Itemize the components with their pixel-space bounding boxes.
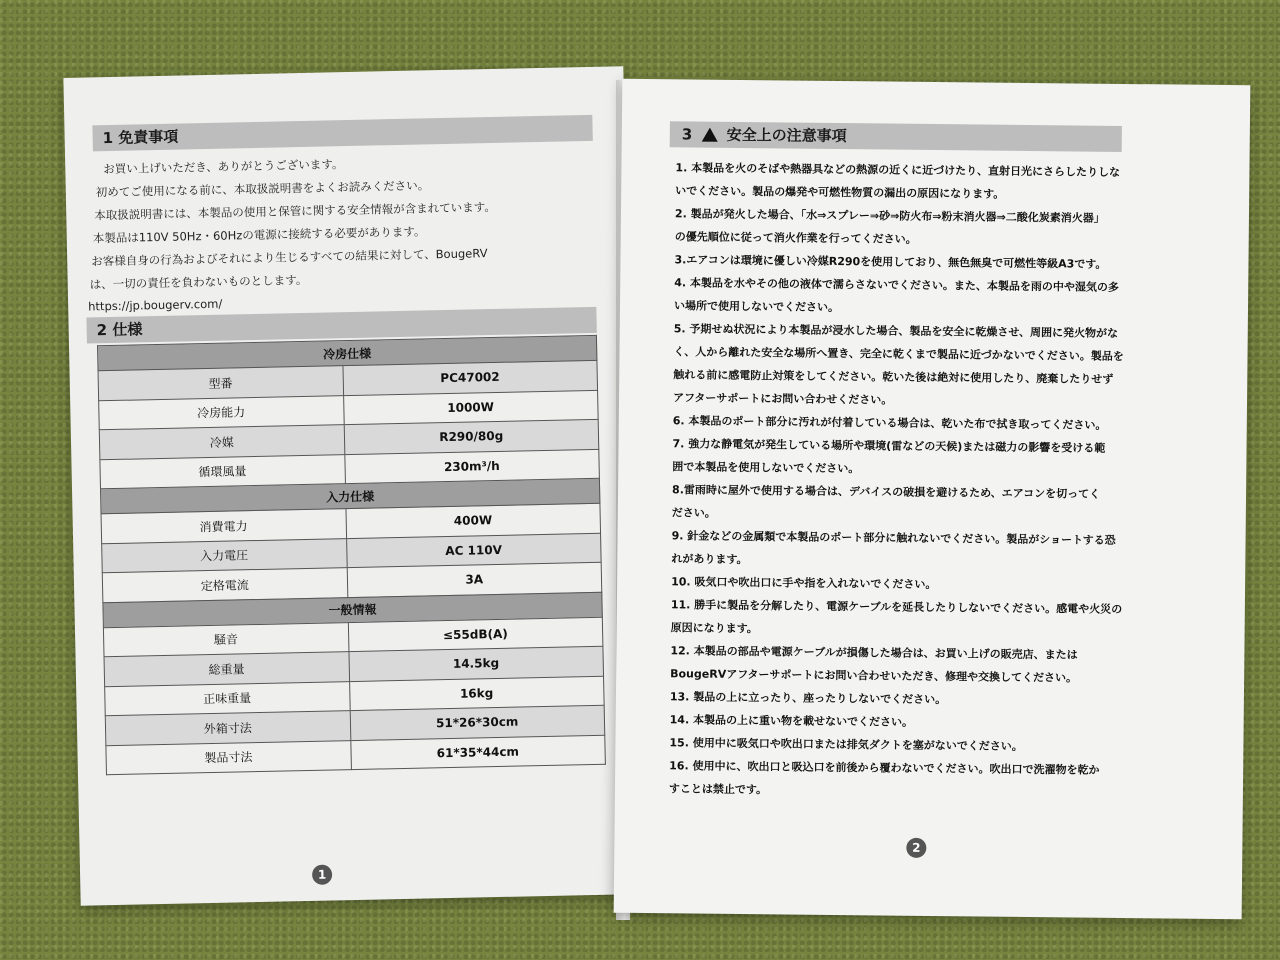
spec-value: ≤55dB(A) (348, 617, 603, 652)
spec-value: AC 110V (346, 533, 601, 568)
intro-line: 本取扱説明書には、本製品の使用と保管に関する安全情報が含まれています。 (94, 199, 496, 223)
intro-line: お買い上げいただき、ありがとうございます。 (103, 157, 344, 177)
safety-line: 14. 本製品の上に重い物を載せないでください。 (669, 713, 914, 729)
safety-line: BougeRVアフターサポートにお問い合わせいただき、修理や交換してください。 (670, 667, 1078, 685)
safety-line: 触れる前に感電防止対策をしてください。乾いた後は絶対に使用したり、廃棄したりせず (673, 368, 1114, 386)
general-info-header: 一般情報 (103, 592, 602, 627)
intro-line: 本製品は110V 50Hz・60Hzの電源に接続する必要があります。 (92, 224, 426, 246)
warning-icon (701, 128, 717, 142)
safety-line: 10. 吸気口や吹出口に手や指を入れないでください。 (671, 575, 937, 592)
spec-value: 61*35*44cm (350, 735, 605, 770)
safety-line: 7. 強力な静電気が発生している場所や環境(雷などの天候)または磁力の影響を受ける範 (672, 437, 1106, 455)
page-number-left: 1 (312, 865, 332, 885)
input-spec-header: 入力仕様 (101, 478, 600, 513)
spec-value: 14.5kg (348, 646, 603, 681)
safety-line: すことは禁止です。 (668, 782, 768, 797)
left-page (63, 66, 640, 906)
spec-label: 消費電力 (101, 509, 346, 544)
safety-line: 6. 本製品のポート部分に汚れが付着している場合は、乾いた布で拭き取ってください。 (672, 414, 1107, 432)
intro-line: は、一切の責任を負わないものとします。 (89, 272, 308, 292)
safety-line: 9. 針金などの金属類で本製品のポート部分に触れないでください。製品がショートする恐 (671, 529, 1116, 547)
safety-line: 8.雷雨時に屋外で使用する場合は、デバイスの破損を避けるため、エアコンを切ってく (672, 483, 1101, 501)
spec-label: 冷媒 (99, 425, 344, 460)
right-page (614, 79, 1251, 920)
spec-label: 型番 (98, 366, 343, 401)
safety-line: 12. 本製品の部品や電源ケーブルが損傷した場合は、お買い上げの販売店、または (670, 644, 1078, 662)
intro-line: お客様自身の行為およびそれにより生じるすべての結果に対して、BougeRV (91, 246, 488, 269)
safety-line: ださい。 (671, 506, 716, 520)
safety-line: 13. 製品の上に立ったり、座ったりしないでください。 (669, 690, 947, 707)
safety-line: 3.エアコンは環境に優しい冷媒R290を使用しており、無色無臭で可燃性等級A3です。 (674, 253, 1107, 271)
section-title-disclaimer: 1 免責事項 (92, 115, 592, 151)
safety-line: 4. 本製品を水やその他の液体で濡らさないでください。また、本製品を雨の中や湿気の多 (674, 276, 1119, 294)
safety-line: 16. 使用中に、吹出口と吸込口を前後から覆わないでください。吹出口で洗濯物を乾か (669, 759, 1100, 777)
spec-label: 外箱寸法 (105, 711, 350, 746)
safety-line: 2. 製品が発火した場合、「水⇒スプレー⇒砂⇒防火布⇒粉末消火器⇒二酸化炭素消火器」 (674, 207, 1105, 225)
section-title-text: 安全上の注意事項 (726, 125, 847, 146)
spec-label: 騒音 (103, 622, 348, 657)
cooling-spec-header: 冷房仕様 (98, 335, 597, 370)
safety-line: の優先順位に従って消火作業を行ってください。 (674, 230, 917, 246)
spec-value: 51*26*30cm (350, 705, 605, 740)
safety-line: 原因になります。 (670, 621, 758, 636)
safety-line: いでください。製品の爆発や可燃性物質の漏出の原因になります。 (675, 184, 1005, 201)
section-number: 3 (681, 125, 693, 144)
safety-line: 5. 予期せぬ状況により本製品が浸水した場合、製品を安全に乾燥させ、周囲に発火物がな (673, 322, 1119, 340)
spec-value: 3A (347, 562, 602, 597)
section-title-specs: 2 仕様 (86, 307, 596, 344)
safety-line: 11. 勝手に製品を分解したり、電源ケーブルを延長したりしないでください。感電や火災の (670, 598, 1123, 616)
safety-line: アフターサポートにお問い合わせください。 (672, 391, 893, 407)
spec-label: 入力電圧 (102, 538, 347, 573)
spec-value: 400W (345, 503, 600, 538)
safety-line: 1. 本製品を火のそばや熱器具などの熱源の近くに近づけたり、直射日光にさらしたりしな (675, 161, 1121, 179)
intro-line: 初めてご使用になる前に、本取扱説明書をよくお読みください。 (95, 178, 430, 200)
spec-value: 230m³/h (344, 449, 599, 484)
spec-label: 製品寸法 (106, 740, 351, 775)
safety-line: 15. 使用中に吸気口や吹出口または排気ダクトを塞がないでください。 (669, 736, 1023, 753)
safety-line: い場所で使用しないでください。 (673, 299, 840, 315)
page-number-right: 2 (906, 838, 926, 858)
spec-label: 冷房能力 (99, 395, 344, 430)
spec-value: PC47002 (342, 360, 597, 395)
spec-label: 定格電流 (102, 568, 347, 603)
spec-value: R290/80g (344, 419, 599, 454)
safety-line: く、人から離れた安全な場所へ置き、完全に乾くまで製品に近づかないでください。製品を (673, 345, 1124, 364)
safety-line: 囲で本製品を使用しないでください。 (672, 460, 860, 476)
spec-value: 1000W (343, 390, 598, 425)
spec-label: 正味重量 (105, 681, 350, 716)
spec-label: 総重量 (104, 652, 349, 687)
spec-value: 16kg (349, 676, 604, 711)
section-title-safety (670, 121, 1122, 152)
website-url: https://jp.bougerv.com/ (88, 296, 223, 314)
safety-line: れがあります。 (671, 552, 748, 567)
spec-table (97, 335, 606, 775)
spec-label: 循環風量 (100, 454, 345, 489)
